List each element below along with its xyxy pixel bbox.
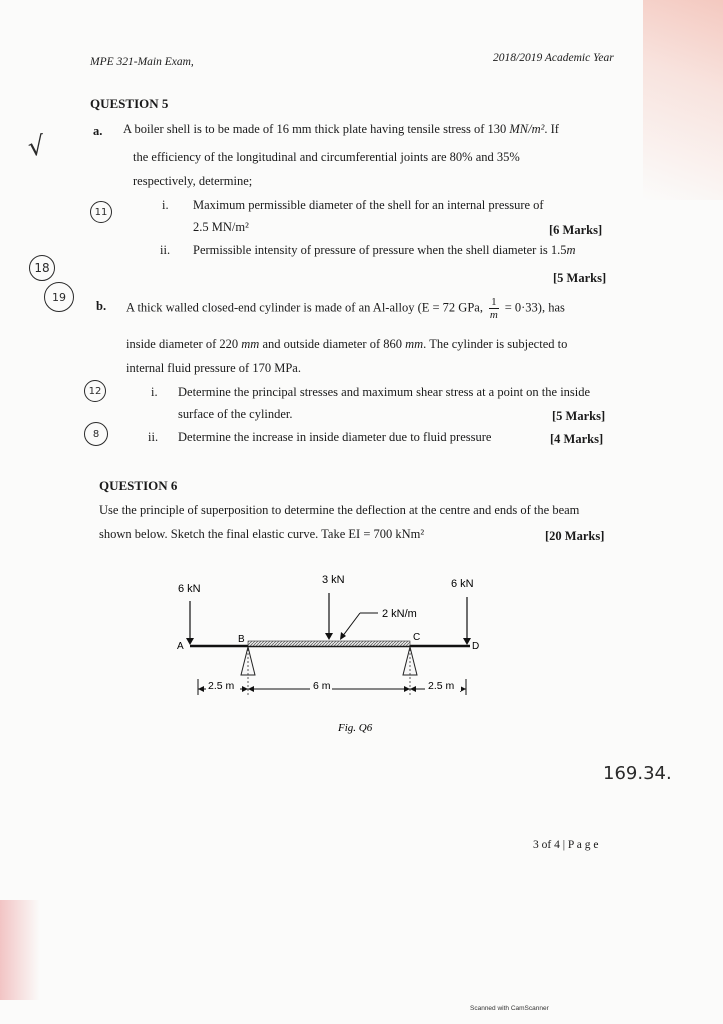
fraction-1-over-m: $\frac{1}{m}$ [489,296,498,321]
load-right-arrowhead [463,638,471,645]
q5a-i-line1: Maximum permissible diameter of the shell for an internal pressure of [193,198,544,212]
handwritten-circle-3: 19 [44,282,74,312]
dim-left-label: 2.5 m [208,680,235,692]
dim-right-label: 2.5 m [428,680,455,692]
q5a-i-label: i. [162,198,169,212]
q5a-i-marks: [6 Marks] [549,223,603,237]
question-6-title: QUESTION 6 [99,478,178,493]
q5b-label: b. [96,299,107,313]
header-year: 2018/2019 Academic Year [493,52,614,64]
q5b-i-label: i. [151,385,158,399]
q5a-line1: A boiler shell is to be made of 16 mm thick plate having tensile stress of 130 MN/m². If [123,122,559,136]
point-c: C [413,632,421,643]
udl-region [248,641,410,646]
handwritten-circle-2: 18 [29,255,55,281]
load-center-arrowhead [325,633,333,640]
q5b-ii-marks: [4 Marks] [550,432,604,446]
q6-marks: [20 Marks] [545,529,605,543]
beam-diagram [160,565,500,740]
q5a-ii-marks: [5 Marks] [553,271,607,285]
scan-edge-shadow [643,0,723,200]
q6-line1: Use the principle of superposition to determine the deflection at the centre and ends of the beam [99,503,580,517]
header-course: MPE 321-Main Exam, [90,56,194,68]
q5b-i-line2: surface of the cylinder. [178,407,293,421]
q5b-i-line1: Determine the principal stresses and maximum shear stress at a point on the inside [178,385,591,399]
handwritten-circle-1: 11 [90,201,112,223]
scanner-watermark: Scanned with CamScanner [470,1005,549,1012]
handwritten-note: 169.34. [603,763,672,784]
udl-leader [342,613,360,637]
load-right-label: 6 kN [451,578,474,590]
handwritten-circle-5: 8 [84,422,108,446]
q5b-line3: internal fluid pressure of 170 MPa. [126,361,301,375]
point-b: B [238,634,245,645]
q5b-line2: inside diameter of 220 mm and outside diameter of 860 mm. The cylinder is subjected to [126,337,568,351]
dim-center-label: 6 m [313,680,331,692]
q5a-line2: the efficiency of the longitudinal and circumferential joints are 80% and 35% [133,150,520,164]
q5a-line3: respectively, determine; [133,174,253,188]
load-left-label: 6 kN [178,583,201,595]
point-a: A [177,641,184,652]
udl-label: 2 kN/m [382,608,417,620]
q5a-label: a. [93,124,103,138]
question-5-title: QUESTION 5 [90,96,169,111]
q5b-i-marks: [5 Marks] [552,409,606,423]
handwritten-circle-4: 12 [84,380,106,402]
q5b-ii-text: Determine the increase in inside diameter due to fluid pressure [178,430,492,444]
figure-caption: Fig. Q6 [338,722,373,734]
load-left-arrowhead [186,638,194,645]
q6-line2: shown below. Sketch the final elastic curve. Take EI = 700 kNm² [99,527,425,541]
scan-edge-shadow-left [0,900,40,1000]
load-center-label: 3 kN [322,574,345,586]
handwritten-tick: √ [25,130,47,164]
q5b-ii-label: ii. [148,430,159,444]
q5b-line1: A thick walled closed-end cylinder is made of an Al-alloy (E = 72 GPa, $\frac{1}{m}$ = 0·33), has [126,296,565,321]
q5a-ii-label: ii. [160,243,171,257]
q5a-ii-text: Permissible intensity of pressure of pressure when the shell diameter is 1.5m [193,243,576,257]
q5a-i-line2: 2.5 MN/m² [193,220,249,234]
point-d: D [472,641,480,652]
page-number: 3 of 4 | P a g e [533,839,599,851]
